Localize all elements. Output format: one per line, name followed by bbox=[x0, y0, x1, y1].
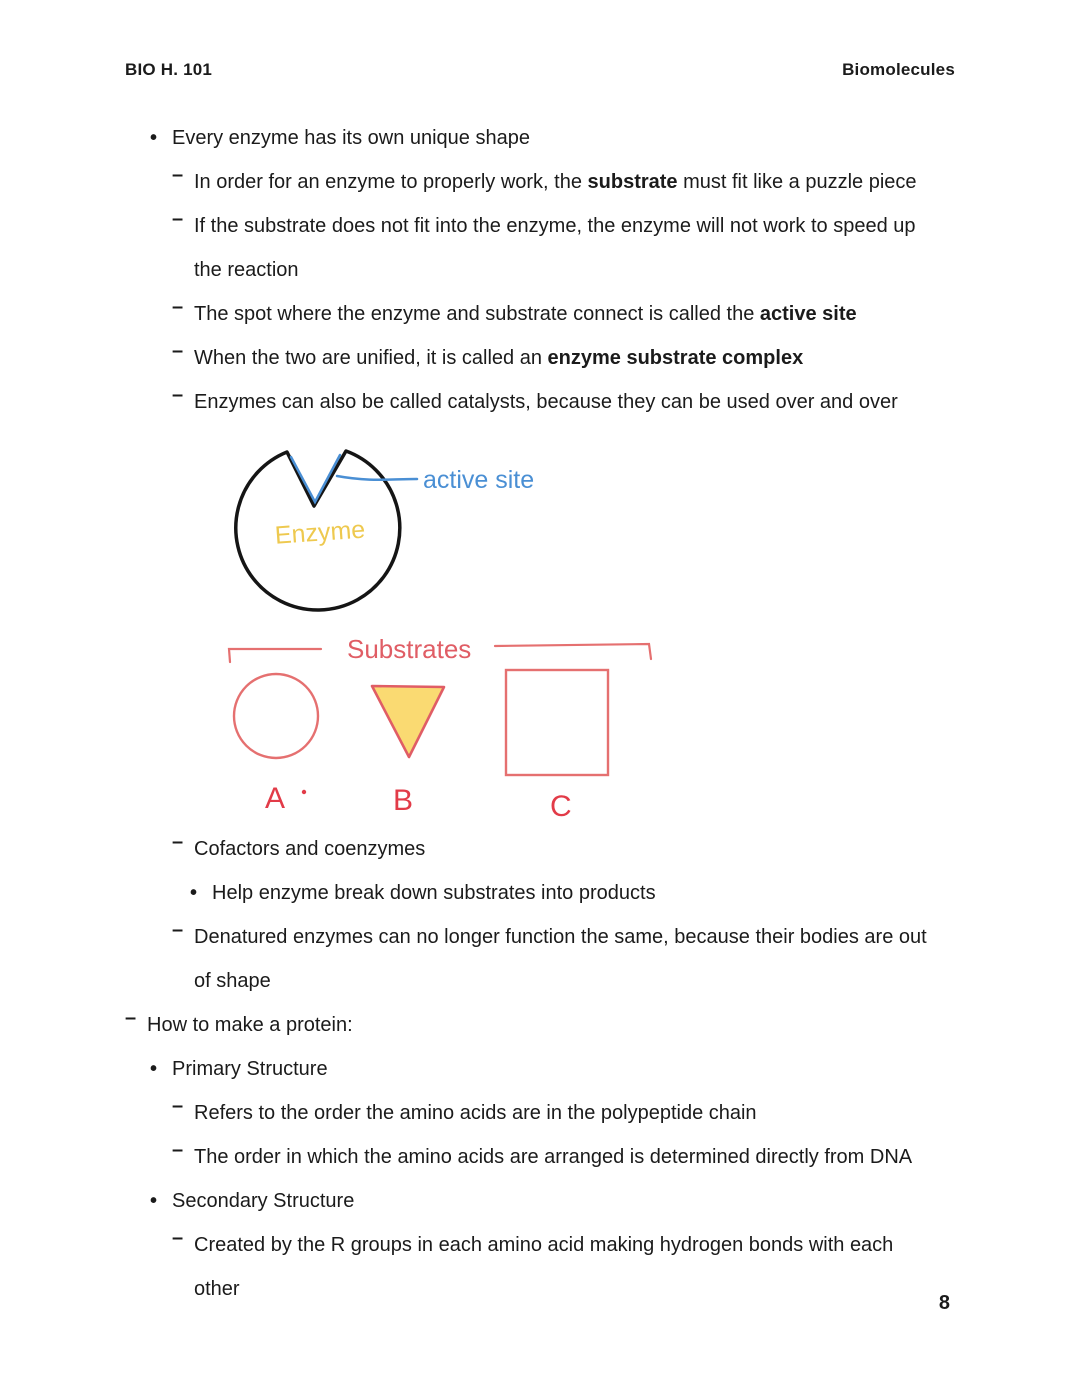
bullet-dot: • bbox=[150, 1190, 158, 1212]
bullet-dash: – bbox=[172, 1139, 184, 1161]
note-item bbox=[150, 116, 937, 160]
substrates-bracket-right bbox=[495, 644, 651, 659]
notes-list-bottom bbox=[125, 827, 937, 1311]
note-text: In order for an enzyme to properly work, the substrate must fit like a puzzle piece bbox=[194, 171, 917, 193]
bullet-dash: – bbox=[125, 1007, 137, 1029]
substrate-circle-a bbox=[234, 674, 318, 758]
page-header bbox=[125, 60, 955, 80]
enzyme-diagram bbox=[205, 440, 937, 825]
note-item bbox=[150, 1179, 937, 1223]
note-text: Help enzyme break down substrates into products bbox=[212, 882, 656, 904]
substrate-label-c: C bbox=[550, 790, 572, 823]
bullet-dot: • bbox=[150, 127, 158, 149]
note-item bbox=[172, 204, 937, 292]
note-item bbox=[172, 1223, 937, 1311]
bullet-dash: – bbox=[172, 164, 184, 186]
page-number: 8 bbox=[938, 1292, 950, 1314]
note-text: If the substrate does not fit into the enzyme, the enzyme will not work to speed up the reaction bbox=[194, 215, 916, 281]
note-item bbox=[172, 1135, 937, 1179]
note-text: Every enzyme has its own unique shape bbox=[172, 127, 530, 149]
bullet-dash: – bbox=[172, 831, 184, 853]
note-item bbox=[172, 1091, 937, 1135]
note-text: The order in which the amino acids are arranged is determined directly from DNA bbox=[194, 1146, 913, 1168]
note-text: Refers to the order the amino acids are in the polypeptide chain bbox=[194, 1102, 757, 1124]
note-text: Cofactors and coenzymes bbox=[194, 838, 426, 860]
note-item bbox=[190, 871, 937, 915]
bullet-dot: • bbox=[150, 1058, 158, 1080]
bullet-dash: – bbox=[172, 384, 184, 406]
note-item bbox=[150, 1047, 937, 1091]
note-text: How to make a protein: bbox=[147, 1014, 353, 1036]
bullet-dash: – bbox=[172, 340, 184, 362]
notes-list-top bbox=[125, 116, 937, 424]
note-text: The spot where the enzyme and substrate connect is called the active site bbox=[194, 303, 857, 325]
note-text: Created by the R groups in each amino acid making hydrogen bonds with each other bbox=[194, 1234, 894, 1300]
dot-mark bbox=[302, 790, 306, 794]
note-item bbox=[172, 292, 937, 336]
note-text: Enzymes can also be called catalysts, because they can be used over and over bbox=[194, 391, 898, 413]
substrate-square-c bbox=[506, 670, 608, 775]
bullet-dash: – bbox=[172, 1095, 184, 1117]
note-text: Denatured enzymes can no longer function the same, because their bodies are out of shape bbox=[194, 926, 927, 992]
substrate-triangle-b bbox=[372, 686, 444, 757]
enzyme-label: Enzyme bbox=[273, 515, 367, 550]
note-item bbox=[172, 380, 937, 424]
enzyme-diagram-svg bbox=[205, 440, 745, 825]
substrates-bracket-left bbox=[229, 649, 321, 662]
note-item bbox=[172, 336, 937, 380]
bullet-dash: – bbox=[172, 919, 184, 941]
note-text: Primary Structure bbox=[172, 1058, 328, 1080]
course-label: BIO H. 101 bbox=[125, 60, 213, 79]
active-site-label: active site bbox=[423, 466, 535, 494]
note-item bbox=[172, 915, 937, 1003]
notes-content bbox=[125, 116, 937, 1311]
active-site-pointer-line bbox=[337, 476, 417, 480]
bullet-dash: – bbox=[172, 296, 184, 318]
note-item bbox=[125, 1003, 937, 1047]
substrate-label-a: A bbox=[265, 782, 286, 815]
bullet-dash: – bbox=[172, 208, 184, 230]
note-text: Secondary Structure bbox=[172, 1190, 355, 1212]
substrate-label-b: B bbox=[393, 784, 414, 817]
note-text: When the two are unified, it is called an enzyme substrate complex bbox=[194, 347, 804, 369]
bullet-dash: – bbox=[172, 1227, 184, 1249]
topic-label: Biomolecules bbox=[842, 60, 955, 79]
note-item bbox=[172, 827, 937, 871]
note-item bbox=[172, 160, 937, 204]
substrates-label: Substrates bbox=[347, 634, 472, 664]
bullet-dot: • bbox=[190, 882, 198, 904]
